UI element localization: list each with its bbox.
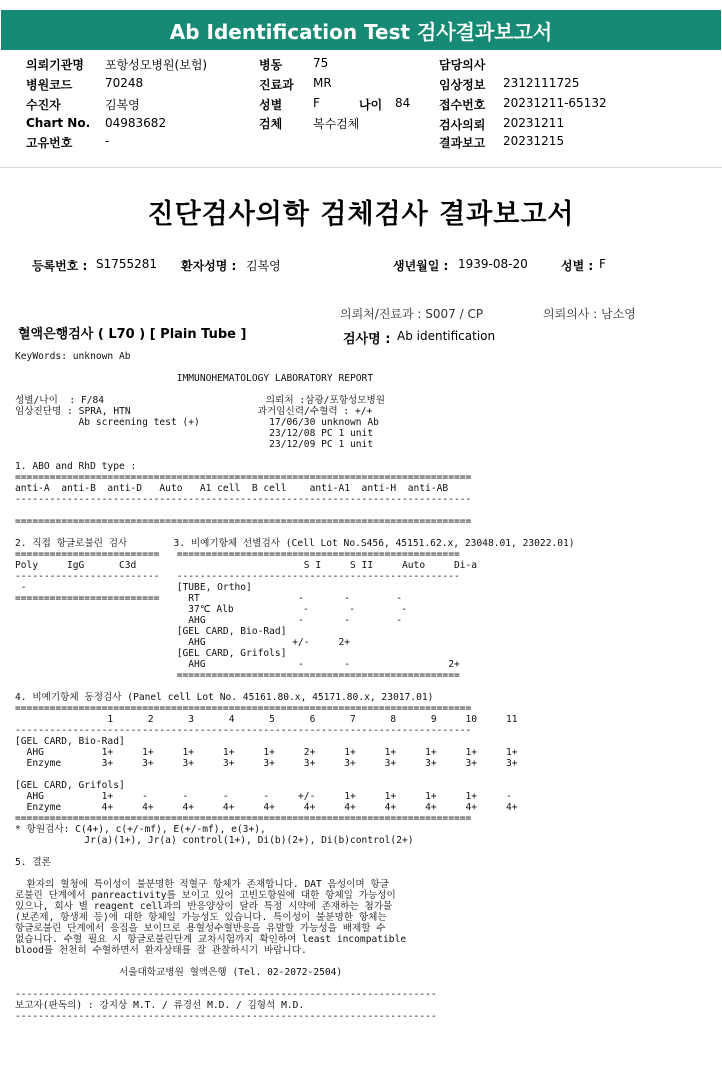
header-label-department: 진료과 xyxy=(259,78,294,92)
report-line: =============================================================================== xyxy=(15,472,472,483)
sex-label: 성별 : xyxy=(561,259,594,273)
report-line: AHG - - 2+ xyxy=(15,659,460,670)
report-line xyxy=(15,868,575,879)
header-label-requester: 의뢰기관명 xyxy=(26,58,84,72)
report-line: Poly IgG C3d S I S II Auto Di-a xyxy=(15,560,478,571)
requester-department: 의뢰처/진료과 : S007 / CP xyxy=(340,307,484,321)
report-line: 있으나, 회사 별 reagent cell과의 반응양상이 달라 특정 시약에 존재하는 첨가물 xyxy=(15,901,393,912)
header-value-sex: F xyxy=(313,96,320,110)
report-line: * 항원검사: C(4+), c(+/-mf), E(+/-mf), e(3+), xyxy=(15,824,266,835)
report-line: 2. 직접 항글로불린 검사 3. 비예기항체 선별검사 (Cell Lot No.S456, 45151.62.x, 23048.01, 23022.01) xyxy=(15,538,575,549)
report-line: Enzyme 3+ 3+ 3+ 3+ 3+ 3+ 3+ 3+ 3+ 3+ 3+ xyxy=(15,758,518,769)
test-name-label: 검사명 : xyxy=(343,332,391,347)
header-value-clinical-info: 2312111725 xyxy=(503,76,580,90)
report-line: ------------------------- ------------------------------------------------- xyxy=(15,571,460,582)
header-value-report-date: 20231215 xyxy=(503,134,565,148)
reg-no-value: S1755281 xyxy=(96,257,158,271)
report-line: (보존제, 항생제 등)에 대한 항체일 가능성도 있습니다. 특이성이 불분명한 항체는 xyxy=(15,912,387,923)
header-divider xyxy=(0,167,722,168)
report-line: 보고자(판독의) : 강지상 M.T. / 류경선 M.D. / 김형석 M.D. xyxy=(15,1000,305,1011)
report-line: [GEL CARD, Grifols] xyxy=(15,780,125,791)
dob-value: 1939-08-20 xyxy=(458,257,528,271)
report-body xyxy=(15,351,575,1022)
report-line: 1. ABO and RhD type : xyxy=(15,461,137,472)
report-line: [GEL CARD, Bio-Rad] xyxy=(15,736,125,747)
report-line: ========================= ================================================= xyxy=(15,549,460,560)
dob-label: 생년월일 : xyxy=(393,259,449,273)
report-line: anti-A anti-B anti-D Auto A1 cell B cell anti-A1 anti-H anti-AB xyxy=(15,483,449,494)
report-line: AHG 1+ - - - - +/- 1+ 1+ 1+ 1+ - xyxy=(15,791,512,802)
header-label-age: 나이 xyxy=(359,98,383,112)
report-line: 23/12/08 PC 1 unit xyxy=(15,428,374,439)
report-line: 환자의 혈청에 특이성이 불분명한 적혈구 항체가 존재합니다. DAT 음성이며 항글 xyxy=(15,879,389,890)
report-line: ------------------------------------------------------------------------- xyxy=(15,1011,437,1022)
header-value-age: 84 xyxy=(395,96,411,110)
header-value-ward: 75 xyxy=(313,56,329,70)
patient-name-value: 김복영 xyxy=(246,259,281,273)
header-value-examinee: 김복영 xyxy=(105,98,140,112)
report-line: IMMUNOHEMATOLOGY LABORATORY REPORT xyxy=(15,373,374,384)
header-label-sex: 성별 xyxy=(259,98,283,112)
document-title: 진단검사의학 검체검사 결과보고서 xyxy=(147,199,575,230)
report-line: ================================================= xyxy=(15,670,460,681)
report-line: Ab screening test (+) 17/06/30 unknown Ab xyxy=(15,417,379,428)
requesting-doctor: 의뢰의사 : 남소영 xyxy=(543,307,636,321)
report-line: ------------------------------------------------------------------------------- xyxy=(15,725,472,736)
report-line xyxy=(15,450,575,461)
report-line xyxy=(15,384,575,395)
header-label-unique-no: 고유번호 xyxy=(26,136,73,150)
header-value-hospital-code: 70248 xyxy=(105,76,144,90)
report-line: 23/12/09 PC 1 unit xyxy=(15,439,374,450)
report-line xyxy=(15,956,575,967)
sex-value: F xyxy=(599,257,606,271)
section-title: 혈액은행검사 ( L70 ) [ Plain Tube ] xyxy=(18,327,247,342)
report-line: [GEL CARD, Bio-Rad] xyxy=(15,626,287,637)
header-value-request-date: 20231211 xyxy=(503,116,565,130)
patient-name-label: 환자성명 : xyxy=(181,259,237,273)
report-line: =============================================================================== xyxy=(15,516,472,527)
report-line: 1 2 3 4 5 6 7 8 9 10 11 xyxy=(15,714,518,725)
report-line: ========================= RT - - - xyxy=(15,593,402,604)
header-label-specimen: 검체 xyxy=(259,117,283,131)
header-value-receipt-no: 20231211-65132 xyxy=(503,96,607,110)
header-label-clinical-info: 임상정보 xyxy=(439,78,486,92)
report-line: ------------------------------------------------------------------------------- xyxy=(15,494,472,505)
reg-no-label: 등록번호 : xyxy=(32,259,88,273)
report-title-bar xyxy=(1,8,721,50)
report-line: 성별/나이 : F/84 의뢰처 :삼광/포항성모병원 xyxy=(15,395,386,406)
header-label-hospital-code: 병원코드 xyxy=(26,78,73,92)
report-line: - [TUBE, Ortho] xyxy=(15,582,252,593)
report-line: =============================================================================== xyxy=(15,813,472,824)
report-line xyxy=(15,846,575,857)
report-line xyxy=(15,362,575,373)
report-line: 37℃ Alb - - - xyxy=(15,604,407,615)
report-line: 항글로불린 단계에서 응집을 보이므로 용혈성수혈반응을 유발할 가능성을 배제할 수 xyxy=(15,923,386,934)
header-value-department: MR xyxy=(313,76,332,90)
report-line: AHG - - - xyxy=(15,615,402,626)
header-label-chart-no: Chart No. xyxy=(26,116,91,130)
report-line: =============================================================================== xyxy=(15,703,472,714)
report-line: ------------------------------------------------------------------------- xyxy=(15,989,437,1000)
report-line: Enzyme 4+ 4+ 4+ 4+ 4+ 4+ 4+ 4+ 4+ 4+ 4+ xyxy=(15,802,518,813)
report-line xyxy=(15,769,575,780)
report-line: 로불린 단계에서 panreactivity를 보이고 있어 고빈도항원에 대한 항체일 가능성이 xyxy=(15,890,396,901)
header-value-unique-no: - xyxy=(105,134,110,148)
report-line xyxy=(15,505,575,516)
report-line xyxy=(15,527,575,538)
header-label-report-date: 결과보고 xyxy=(439,136,486,150)
header-label-ward: 병동 xyxy=(259,58,283,72)
report-line: 4. 비예기항체 동정검사 (Panel cell Lot No. 45161.80.x, 45171.80.x, 23017.01) xyxy=(15,692,434,703)
header-label-receipt-no: 접수번호 xyxy=(439,98,486,112)
report-line: [GEL CARD, Grifols] xyxy=(15,648,287,659)
header-value-specimen: 복수검체 xyxy=(313,117,360,131)
report-line: 5. 결론 xyxy=(15,857,51,868)
report-line: 임상진단명 : SPRA, HTN 과거임신력/수혈력 : +/+ xyxy=(15,406,373,417)
report-line: 서울대학교병원 혈액은행 (Tel. 02-2072-2504) xyxy=(15,967,343,978)
header-label-doctor: 담당의사 xyxy=(439,58,486,72)
report-line: 없습니다. 수혈 필요 시 항글로불린단계 교차시험까지 확인하여 least incompatible xyxy=(15,934,407,945)
report-line: KeyWords: unknown Ab xyxy=(15,351,131,362)
report-line: AHG 1+ 1+ 1+ 1+ 1+ 2+ 1+ 1+ 1+ 1+ 1+ xyxy=(15,747,518,758)
report-line: blood를 천천히 수혈하면서 환자상태를 잘 관찰하시기 바랍니다. xyxy=(15,945,307,956)
report-line: AHG +/- 2+ xyxy=(15,637,351,648)
report-line xyxy=(15,978,575,989)
header-label-examinee: 수진자 xyxy=(26,98,61,112)
test-name-value: Ab identification xyxy=(397,329,496,343)
report-line: Jr(a)(1+), Jr(a) control(1+), Di(b)(2+), Di(b)control(2+) xyxy=(15,835,414,846)
header-label-request-date: 검사의뢰 xyxy=(439,118,486,132)
header-value-requester: 포항성모병원(보험) xyxy=(105,58,208,72)
report-line xyxy=(15,681,575,692)
report-title: Ab Identification Test 검사결과보고서 xyxy=(169,19,553,44)
header-value-chart-no: 04983682 xyxy=(105,116,167,130)
